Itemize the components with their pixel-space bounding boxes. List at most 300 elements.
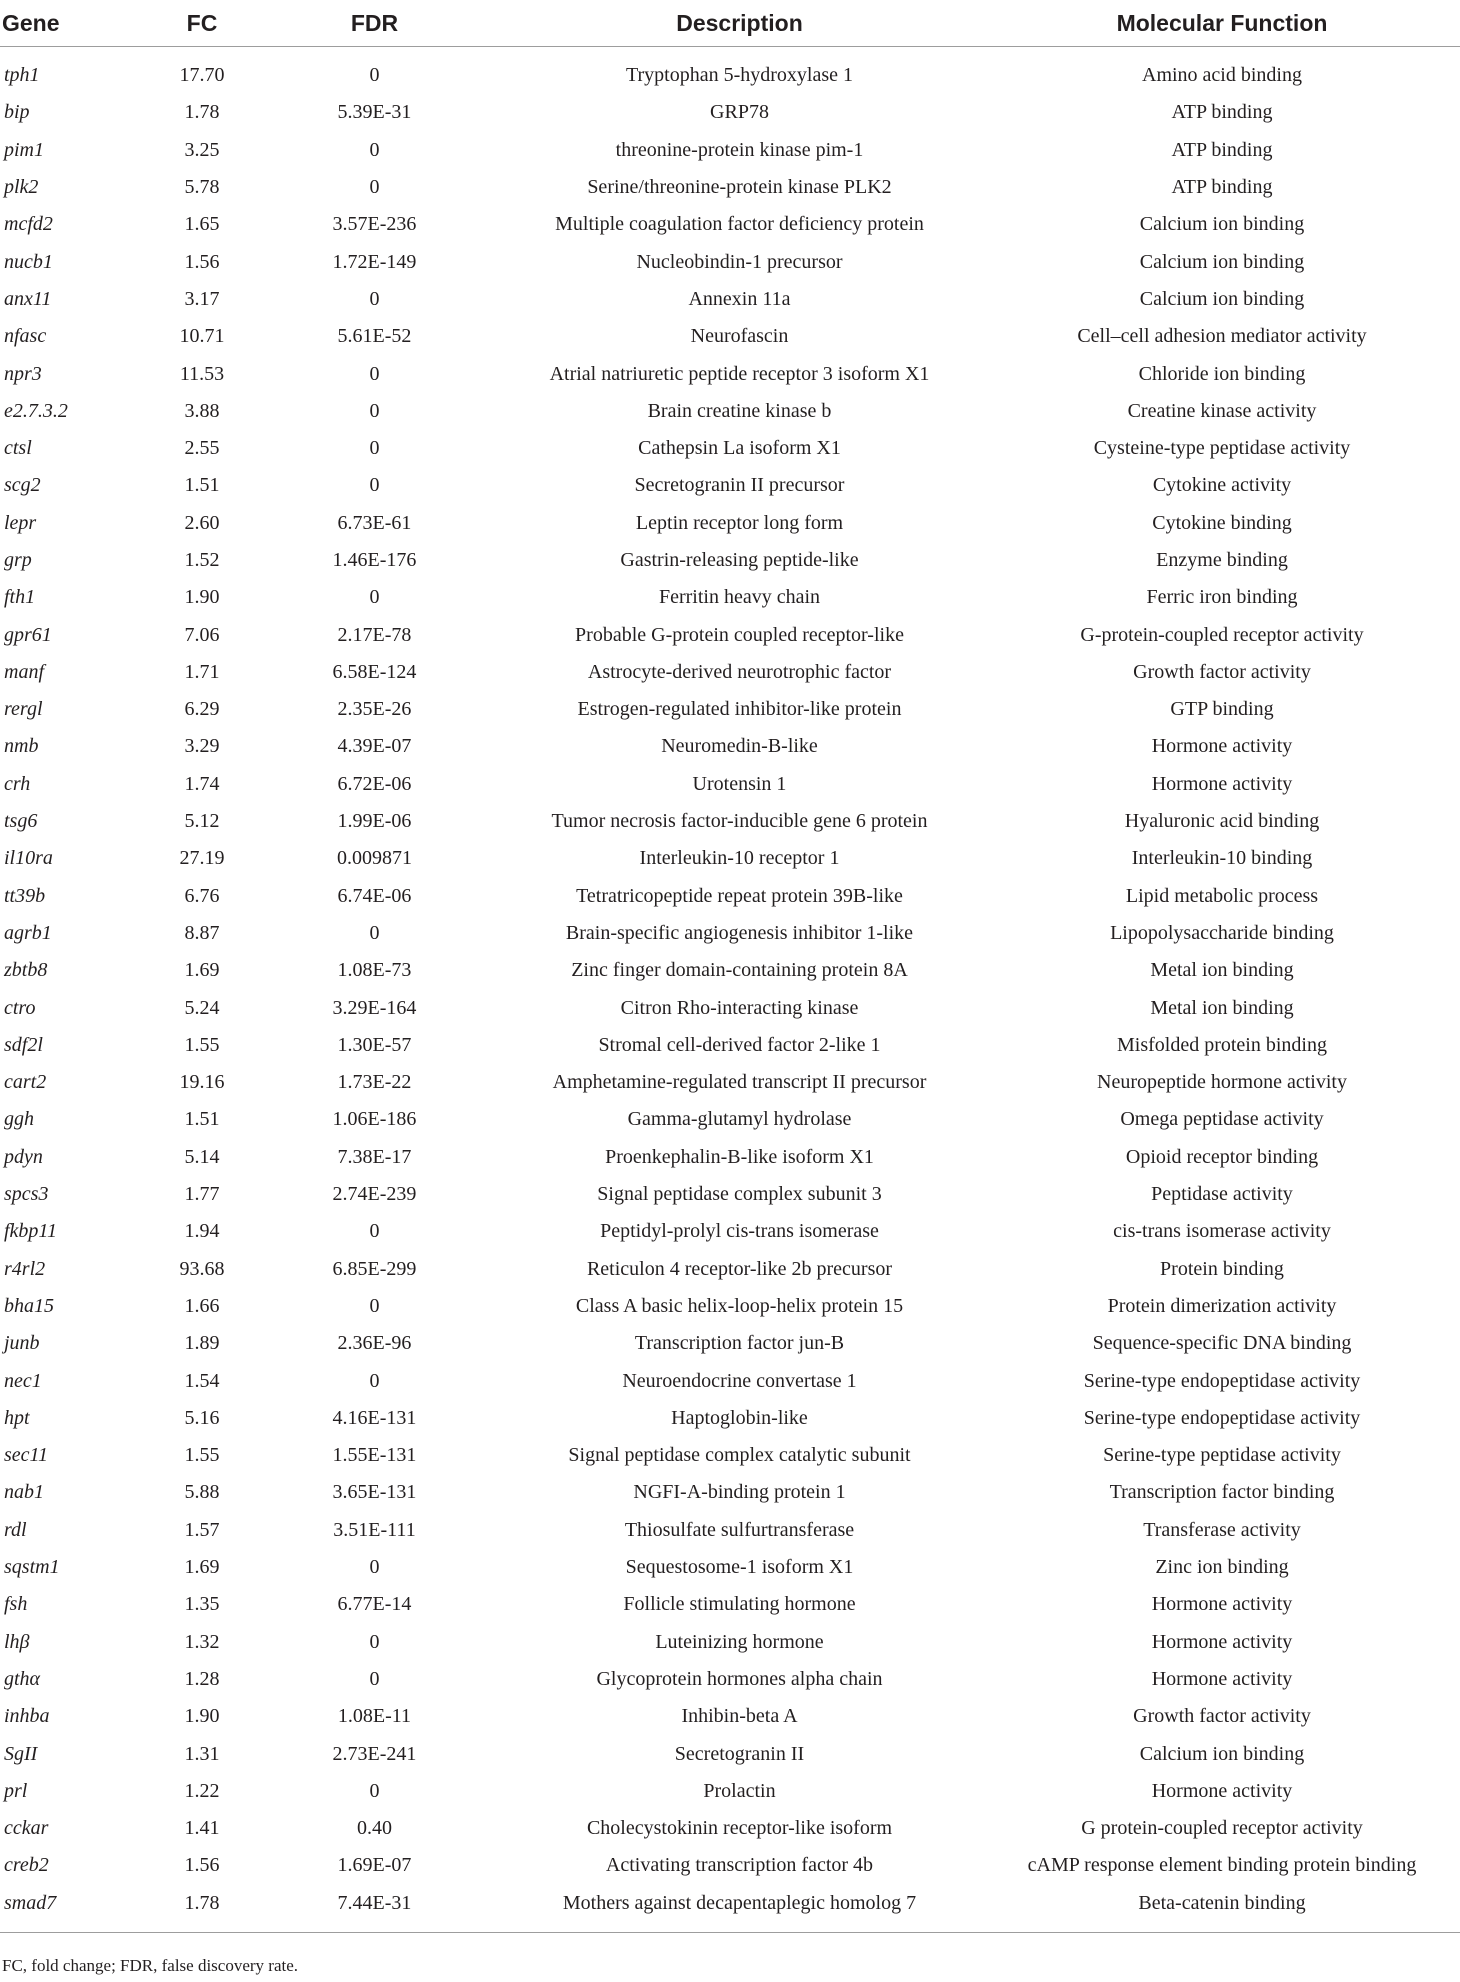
- cell-description: Signal peptidase complex subunit 3: [597, 1183, 882, 1206]
- cell-description: Ferritin heavy chain: [658, 586, 821, 609]
- cell-description: Nucleobindin-1 precursor: [636, 250, 843, 273]
- table-row: [0, 840, 1460, 877]
- cell-description: Urotensin 1: [692, 772, 787, 795]
- cell-fc: 2.60: [184, 511, 220, 534]
- cell-fdr: 0: [369, 176, 380, 199]
- table-row: [0, 1213, 1460, 1250]
- table-row: [0, 878, 1460, 915]
- cell-molecular-function: ATP binding: [1171, 101, 1273, 124]
- cell-gene: smad7: [0, 1885, 152, 1933]
- cell-fc: 1.56: [184, 250, 220, 273]
- cell-gene: tph1: [4, 64, 40, 87]
- table-row: [0, 1623, 1460, 1660]
- cell-fc: 1.90: [184, 586, 220, 609]
- cell-description: Luteinizing hormone: [655, 1630, 824, 1653]
- cell-description: Haptoglobin-like: [671, 1406, 808, 1429]
- cell-fc: 1.52: [184, 549, 220, 571]
- cell-description: Leptin receptor long form: [635, 511, 844, 534]
- cell-description: Multiple coagulation factor deficiency protein: [555, 213, 924, 236]
- cell-molecular-function: Protein dimerization activity: [1107, 1294, 1337, 1317]
- cell-fc: 5.78: [184, 176, 220, 199]
- cell-description: Signal peptidase complex catalytic subunit: [568, 1444, 911, 1467]
- cell-fdr: 1.06E-186: [332, 1108, 417, 1131]
- cell-fdr: 4.39E-07: [337, 735, 412, 758]
- cell-molecular-function: Calcium ion binding: [1139, 1742, 1305, 1765]
- cell-molecular-function: Transferase activity: [1143, 1518, 1301, 1541]
- cell-fc: 3.25: [184, 138, 220, 161]
- cell-fdr: 6.72E-06: [337, 772, 412, 795]
- cell-description: Tetratricopeptide repeat protein 39B-like: [576, 884, 903, 907]
- cell-molecular-function: Protein binding: [1160, 1257, 1284, 1280]
- cell-fdr: 0.40: [357, 1817, 392, 1840]
- table-row: [0, 1251, 1460, 1288]
- cell-description: Peptidyl-prolyl cis-trans isomerase: [600, 1220, 879, 1243]
- cell-molecular-function: Hormone activity: [1151, 1667, 1293, 1690]
- cell-gene: fth1: [4, 586, 36, 609]
- cell-gene: prl: [4, 1779, 28, 1802]
- cell-fc: 7.06: [184, 623, 220, 646]
- cell-gene: SgII: [4, 1742, 38, 1765]
- cell-fdr: 1.30E-57: [337, 1033, 412, 1056]
- cell-gene: bha15: [4, 1294, 54, 1317]
- cell-fdr: 5.39E-31: [337, 101, 412, 124]
- cell-molecular-function: Sequence-specific DNA binding: [1092, 1332, 1352, 1355]
- table-row: [0, 766, 1460, 803]
- cell-description: Zinc finger domain-containing protein 8A: [571, 959, 908, 982]
- cell-fc: 1.89: [184, 1332, 220, 1355]
- cell-description: Thiosulfate sulfurtransferase: [624, 1518, 855, 1541]
- cell-gene: lhβ: [4, 1630, 30, 1653]
- cell-fc: 1.32: [184, 1630, 220, 1653]
- cell-description: Tryptophan 5-hydroxylase 1: [625, 64, 854, 87]
- cell-description: Gastrin-releasing peptide-like: [620, 549, 859, 571]
- cell-description: Glycoprotein hormones alpha chain: [596, 1667, 883, 1690]
- cell-gene: npr3: [4, 362, 42, 385]
- cell-fc: 1.90: [184, 1705, 220, 1728]
- table-row: [0, 132, 1460, 169]
- cell-fdr: 3.29E-164: [332, 996, 417, 1019]
- cell-fc: 5.12: [184, 810, 220, 833]
- cell-molecular-function: Zinc ion binding: [1155, 1556, 1289, 1579]
- cell-fdr: 2.73E-241: [332, 1742, 417, 1765]
- cell-molecular-function: Transcription factor binding: [1109, 1481, 1335, 1504]
- cell-molecular-function: Calcium ion binding: [1139, 287, 1305, 310]
- cell-molecular-function: Lipid metabolic process: [1125, 884, 1319, 907]
- cell-fc: 11.53: [179, 362, 225, 385]
- cell-fdr: 0: [369, 1220, 380, 1243]
- header-molecular-function: Molecular Function: [982, 0, 1460, 47]
- cell-fc: 1.74: [184, 772, 220, 795]
- cell-description: Secretogranin II: [674, 1742, 805, 1765]
- cell-molecular-function: Omega peptidase activity: [1120, 1108, 1324, 1131]
- table-row: [0, 1474, 1460, 1511]
- cell-gene: nucb1: [4, 250, 53, 273]
- cell-molecular-function: Cytokine activity: [1152, 474, 1292, 497]
- cell-fc: 1.71: [184, 660, 220, 683]
- cell-gene: pim1: [4, 138, 44, 161]
- cell-gene: nab1: [4, 1481, 44, 1504]
- cell-description: Secretogranin II precursor: [634, 474, 845, 497]
- cell-fdr: 0.009871: [337, 847, 412, 870]
- cell-molecular-function: Growth factor activity: [1133, 660, 1311, 683]
- cell-molecular-function: Hormone activity: [1151, 1779, 1293, 1802]
- cell-gene: ctro: [4, 996, 36, 1019]
- cell-molecular-function: Hormone activity: [1151, 1630, 1293, 1653]
- cell-description: NGFI-A-binding protein 1: [633, 1481, 846, 1504]
- cell-description: Interleukin-10 receptor 1: [639, 847, 840, 870]
- cell-molecular-function: Serine-type peptidase activity: [1103, 1444, 1341, 1467]
- cell-description: GRP78: [710, 101, 769, 124]
- cell-gene: agrb1: [4, 921, 52, 944]
- cell-fc: 17.70: [179, 64, 225, 87]
- cell-fdr: 1.73E-22: [337, 1071, 412, 1094]
- cell-molecular-function: Opioid receptor binding: [1125, 1145, 1319, 1168]
- cell-fdr: 6.58E-124: [332, 660, 417, 683]
- table-row: [0, 430, 1460, 467]
- table-row: [0, 505, 1460, 542]
- cell-description: Gamma-glutamyl hydrolase: [627, 1108, 852, 1131]
- table-row: [0, 1437, 1460, 1474]
- cell-fdr: 1.72E-149: [332, 250, 417, 273]
- cell-fdr: 1.46E-176: [332, 549, 417, 571]
- table-row: [0, 1362, 1460, 1399]
- cell-fdr: 0: [369, 1294, 380, 1317]
- cell-gene: pdyn: [4, 1145, 43, 1168]
- table-row: [0, 1549, 1460, 1586]
- header-fdr: FDR: [252, 0, 497, 47]
- cell-description: Brain-specific angiogenesis inhibitor 1-like: [565, 921, 914, 944]
- cell-molecular-function: Misfolded protein binding: [1117, 1033, 1327, 1056]
- cell-gene: creb2: [4, 1854, 49, 1877]
- cell-molecular-function: Chloride ion binding: [1138, 362, 1306, 385]
- cell-fdr: 0: [369, 474, 380, 497]
- cell-fdr: 0: [369, 287, 380, 310]
- cell-fdr: 6.73E-61: [337, 511, 412, 534]
- table-row: [0, 1325, 1460, 1362]
- cell-gene: cckar: [4, 1817, 49, 1840]
- cell-fdr: 1.08E-11: [337, 1705, 412, 1728]
- cell-gene: tsg6: [4, 810, 38, 833]
- cell-molecular-function: G protein-coupled receptor activity: [1081, 1817, 1363, 1840]
- cell-gene: nfasc: [4, 325, 47, 348]
- cell-description: Inhibin-beta A: [681, 1705, 798, 1728]
- cell-fdr: 2.17E-78: [337, 623, 412, 646]
- cell-fc: 1.35: [184, 1593, 220, 1616]
- cell-gene: rdl: [4, 1518, 27, 1541]
- cell-fdr: 0: [369, 921, 380, 944]
- cell-fc: 5.16: [184, 1406, 220, 1429]
- cell-gene: lepr: [4, 511, 37, 534]
- cell-fc: 5.24: [184, 996, 220, 1019]
- cell-fc: 1.55: [184, 1033, 220, 1056]
- cell-molecular-function: Calcium ion binding: [1139, 250, 1305, 273]
- table-row: [0, 728, 1460, 765]
- table-row: [0, 542, 1460, 579]
- cell-fc: 1.77: [184, 1183, 220, 1206]
- cell-fdr: 0: [369, 138, 380, 161]
- cell-gene: anx11: [4, 287, 52, 310]
- table-row: [0, 47, 1460, 95]
- cell-molecular-function: Neuropeptide hormone activity: [1097, 1071, 1347, 1094]
- cell-fc: 1.94: [184, 1220, 220, 1243]
- cell-fc: 1.28: [184, 1667, 220, 1690]
- cell-molecular-function: Cysteine-type peptidase activity: [1093, 437, 1351, 460]
- cell-gene: gpr61: [4, 623, 52, 646]
- cell-fc: 1.69: [184, 959, 220, 982]
- cell-fdr: 0: [369, 1667, 380, 1690]
- cell-gene: fkbp11: [4, 1220, 57, 1243]
- cell-description: Mothers against decapentaplegic homolog 7: [497, 1885, 982, 1933]
- cell-fdr: 3.65E-131: [332, 1481, 417, 1504]
- table-row: [0, 1735, 1460, 1772]
- cell-fdr: 1.08E-73: [337, 959, 412, 982]
- cell-fc: 1.51: [184, 474, 220, 497]
- cell-molecular-function: cis-trans isomerase activity: [1113, 1220, 1331, 1243]
- cell-fdr: 2.35E-26: [337, 698, 412, 721]
- cell-fdr: 0: [369, 586, 380, 609]
- table-row: [0, 1773, 1460, 1810]
- cell-fdr: 1.69E-07: [337, 1854, 412, 1877]
- cell-fdr: 0: [369, 362, 380, 385]
- cell-molecular-function: Calcium ion binding: [1139, 213, 1305, 236]
- table-row: [0, 616, 1460, 653]
- table-row: [0, 1139, 1460, 1176]
- cell-fdr: 7.44E-31: [252, 1885, 497, 1933]
- table-row: [0, 94, 1460, 131]
- table-row: [0, 654, 1460, 691]
- cell-fc: 1.54: [184, 1369, 220, 1392]
- cell-fc: 3.88: [184, 399, 220, 422]
- table-row: [0, 318, 1460, 355]
- cell-gene: crh: [4, 772, 31, 795]
- table-row: [0, 579, 1460, 616]
- cell-fc: 1.66: [184, 1294, 220, 1317]
- cell-description: Tumor necrosis factor-inducible gene 6 protein: [551, 810, 928, 833]
- table-row: [0, 1810, 1460, 1847]
- cell-description: Sequestosome-1 isoform X1: [625, 1556, 854, 1579]
- cell-fdr: 1.55E-131: [332, 1444, 417, 1467]
- cell-description: Transcription factor jun-B: [634, 1332, 845, 1355]
- cell-gene: hpt: [4, 1406, 30, 1429]
- cell-fc: 19.16: [179, 1071, 225, 1094]
- table-body: [0, 47, 1460, 1933]
- cell-molecular-function: cAMP response element binding protein binding: [1027, 1854, 1417, 1877]
- cell-description: Proenkephalin-B-like isoform X1: [605, 1145, 874, 1168]
- cell-molecular-function: Metal ion binding: [1150, 996, 1294, 1019]
- cell-gene: zbtb8: [4, 959, 48, 982]
- cell-description: Serine/threonine-protein kinase PLK2: [587, 176, 892, 199]
- table-row: [0, 915, 1460, 952]
- table-row: [0, 206, 1460, 243]
- cell-fdr: 0: [369, 64, 380, 87]
- cell-gene: e2.7.3.2: [4, 399, 68, 422]
- cell-description: Prolactin: [703, 1779, 776, 1802]
- cell-gene: sec11: [4, 1444, 49, 1467]
- cell-molecular-function: Serine-type endopeptidase activity: [1083, 1406, 1361, 1429]
- cell-description: Atrial natriuretic peptide receptor 3 isoform X1: [549, 362, 930, 385]
- cell-description: Neurofascin: [690, 325, 789, 348]
- cell-gene: sdf2l: [4, 1033, 43, 1056]
- cell-gene: mcfd2: [4, 213, 53, 236]
- cell-description: Neuromedin-B-like: [661, 735, 818, 758]
- cell-fdr: 0: [369, 399, 380, 422]
- cell-fc: 1.56: [184, 1854, 220, 1877]
- cell-molecular-function: G-protein-coupled receptor activity: [1080, 623, 1364, 646]
- table-row: [0, 1101, 1460, 1138]
- cell-molecular-function: ATP binding: [1171, 138, 1273, 161]
- table-row: [0, 393, 1460, 430]
- table-row: [0, 281, 1460, 318]
- cell-gene: tt39b: [4, 884, 46, 907]
- table-footnote: FC, fold change; FDR, false discovery rate.: [2, 1956, 299, 1975]
- cell-fc: 1.78: [184, 101, 220, 124]
- table-header: [0, 0, 1460, 47]
- cell-molecular-function: Hyaluronic acid binding: [1124, 810, 1320, 833]
- cell-gene: sqstm1: [4, 1556, 60, 1579]
- header-gene: Gene: [0, 0, 152, 47]
- cell-gene: nmb: [4, 735, 39, 758]
- cell-molecular-function: Serine-type endopeptidase activity: [1083, 1369, 1361, 1392]
- cell-fc: 1.78: [152, 1885, 252, 1933]
- cell-gene: grp: [4, 549, 32, 571]
- cell-fc: 93.68: [179, 1257, 225, 1280]
- cell-fc: 5.14: [184, 1145, 220, 1168]
- cell-gene: gthα: [4, 1667, 41, 1690]
- cell-description: threonine-protein kinase pim-1: [615, 138, 864, 161]
- cell-fc: 10.71: [179, 325, 225, 348]
- table-row: [0, 1512, 1460, 1549]
- cell-fc: 27.19: [179, 847, 225, 870]
- cell-gene: inhba: [4, 1705, 50, 1728]
- cell-description: Follicle stimulating hormone: [623, 1593, 856, 1616]
- table-row: [0, 169, 1460, 206]
- cell-molecular-function: Interleukin-10 binding: [1131, 847, 1313, 870]
- cell-description: Cathepsin La isoform X1: [638, 437, 841, 460]
- cell-molecular-function: Cell–cell adhesion mediator activity: [1077, 325, 1367, 348]
- cell-molecular-function: GTP binding: [1170, 698, 1274, 721]
- table-row: [0, 1698, 1460, 1735]
- cell-description: Activating transcription factor 4b: [605, 1854, 874, 1877]
- cell-gene: rergl: [4, 698, 43, 721]
- cell-description: Astrocyte-derived neurotrophic factor: [587, 660, 892, 683]
- cell-fc: 1.57: [184, 1518, 220, 1541]
- cell-fc: 1.51: [184, 1108, 220, 1131]
- cell-molecular-function: Hormone activity: [1151, 735, 1293, 758]
- cell-fdr: 0: [369, 1369, 380, 1392]
- cell-molecular-function: Creatine kinase activity: [1127, 399, 1317, 422]
- cell-molecular-function: Beta-catenin binding: [982, 1885, 1460, 1933]
- table-row: [0, 1847, 1460, 1884]
- table-row: [0, 989, 1460, 1026]
- table-row: [0, 1064, 1460, 1101]
- cell-fdr: 6.77E-14: [337, 1593, 412, 1616]
- cell-description: Amphetamine-regulated transcript II precursor: [552, 1071, 927, 1094]
- cell-gene: r4rl2: [4, 1257, 46, 1280]
- cell-fc: 1.41: [184, 1817, 220, 1840]
- cell-description: Annexin 11a: [688, 287, 791, 310]
- table-row: [0, 952, 1460, 989]
- cell-molecular-function: Enzyme binding: [1156, 549, 1288, 571]
- cell-gene: fsh: [4, 1593, 28, 1616]
- cell-fdr: 2.74E-239: [332, 1183, 417, 1206]
- cell-gene: junb: [4, 1332, 40, 1355]
- cell-fdr: 6.85E-299: [332, 1257, 417, 1280]
- table-row: [0, 1027, 1460, 1064]
- cell-molecular-function: Metal ion binding: [1150, 959, 1294, 982]
- table-row: [0, 691, 1460, 728]
- cell-molecular-function: Peptidase activity: [1151, 1183, 1293, 1206]
- cell-fc: 5.88: [184, 1481, 220, 1504]
- cell-molecular-function: ATP binding: [1171, 176, 1273, 199]
- cell-gene: ctsl: [4, 437, 32, 460]
- cell-molecular-function: Ferric iron binding: [1146, 586, 1298, 609]
- cell-gene: ggh: [4, 1108, 34, 1131]
- cell-description: Stromal cell-derived factor 2-like 1: [598, 1033, 881, 1056]
- cell-fdr: 0: [369, 1630, 380, 1653]
- cell-molecular-function: Cytokine binding: [1152, 511, 1292, 534]
- table-row: [0, 467, 1460, 504]
- cell-molecular-function: Growth factor activity: [1133, 1705, 1311, 1728]
- table-row: [0, 1586, 1460, 1623]
- cell-fc: 8.87: [184, 921, 220, 944]
- header-row: [0, 0, 1460, 47]
- cell-fc: 2.55: [184, 437, 220, 460]
- table-row: [0, 1288, 1460, 1325]
- cell-fdr: 0: [369, 437, 380, 460]
- table-row: [0, 1885, 1460, 1933]
- cell-description: Neuroendocrine convertase 1: [622, 1369, 857, 1392]
- cell-fdr: 4.16E-131: [332, 1406, 417, 1429]
- cell-fc: 3.29: [184, 735, 220, 758]
- cell-fc: 6.29: [184, 698, 220, 721]
- cell-fc: 1.22: [184, 1779, 220, 1802]
- table-row: [0, 1176, 1460, 1213]
- header-fc: FC: [152, 0, 252, 47]
- cell-fdr: 2.36E-96: [337, 1332, 412, 1355]
- cell-description: Probable G-protein coupled receptor-like: [575, 623, 904, 646]
- cell-gene: plk2: [4, 176, 39, 199]
- cell-description: Class A basic helix-loop-helix protein 15: [575, 1294, 904, 1317]
- cell-description: Brain creatine kinase b: [647, 399, 832, 422]
- cell-fdr: 6.74E-06: [337, 884, 412, 907]
- cell-gene: spcs3: [4, 1183, 49, 1206]
- cell-molecular-function: Lipopolysaccharide binding: [1110, 921, 1334, 944]
- cell-fc: 1.31: [184, 1742, 220, 1765]
- cell-fdr: 3.57E-236: [332, 213, 417, 236]
- cell-fc: 6.76: [184, 884, 220, 907]
- cell-gene: manf: [4, 660, 44, 683]
- cell-gene: il10ra: [4, 847, 53, 870]
- cell-description: Citron Rho-interacting kinase: [620, 996, 859, 1019]
- table-row: [0, 243, 1460, 280]
- cell-fc: 1.55: [184, 1444, 220, 1467]
- cell-molecular-function: Hormone activity: [1151, 772, 1293, 795]
- cell-description: Cholecystokinin receptor-like isoform: [586, 1817, 893, 1840]
- cell-description: Estrogen-regulated inhibitor-like protein: [577, 698, 902, 721]
- cell-fdr: 5.61E-52: [337, 325, 412, 348]
- cell-molecular-function: Amino acid binding: [1142, 64, 1302, 87]
- table-row: [0, 803, 1460, 840]
- cell-gene: scg2: [4, 474, 41, 497]
- table-row: [0, 1661, 1460, 1698]
- cell-gene: bip: [4, 101, 30, 124]
- cell-fc: 1.65: [184, 213, 220, 236]
- cell-fc: 1.69: [184, 1556, 220, 1579]
- cell-fdr: 1.99E-06: [337, 810, 412, 833]
- table-row: [0, 1400, 1460, 1437]
- cell-fdr: 7.38E-17: [337, 1145, 412, 1168]
- header-description: Description: [497, 0, 982, 47]
